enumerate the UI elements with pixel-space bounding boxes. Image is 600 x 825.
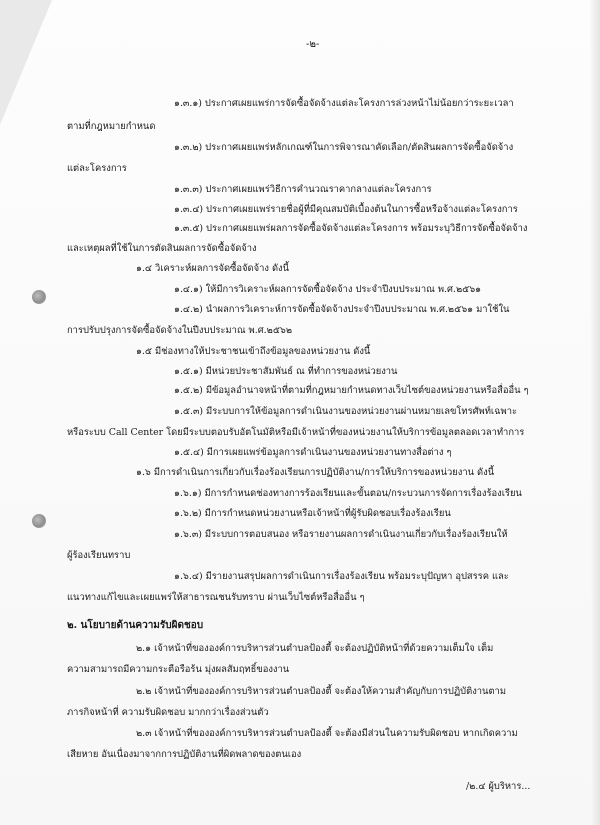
page-number: -๒- — [306, 39, 320, 50]
section-heading: ๑.๕ มีช่องทางให้ประชาชนเข้าถึงข้อมูลของหน่วยงาน ดังนี้ — [136, 346, 371, 357]
section-heading: ๑.๔ วิเคราะห์ผลการจัดซื้อจัดจ้าง ดังนี้ — [136, 263, 290, 274]
text-line: หรือระบบ Call Center โดยมีระบบตอบรับอัตโนมัติหรือมีเจ้าหน้าที่ของหน่วยงานให้บริการข้อมูลตลอดเวลาทำการ — [67, 427, 525, 438]
punch-hole — [32, 290, 46, 304]
text-line: การปรับปรุงการจัดซื้อจัดจ้างในปีงบประมาณ พ.ศ.๒๕๖๒ — [67, 325, 293, 336]
text-line: แต่ละโครงการ — [67, 163, 127, 174]
text-line: ๑.๔.๒) นำผลการวิเคราะห์การจัดซื้อจัดจ้างประจำปีงบประมาณ พ.ศ.๒๕๖๑ มาใช้ใน — [174, 304, 510, 315]
section-heading: ๒. นโยบายด้านความรับผิดชอบ — [67, 620, 204, 631]
text-line: ๑.๕.๔) มีการเผยแพร่ข้อมูลการดำเนินงานของหน่วยงานทางสื่อต่าง ๆ — [174, 447, 452, 458]
text-line: ๑.๖.๔) มีรายงานสรุปผลการดำเนินการเรื่องร้องเรียน พร้อมระบุปัญหา อุปสรรค และ — [174, 571, 509, 582]
text-line: ๑.๕.๒) มีข้อมูลอำนาจหน้าที่ตามที่กฎหมายกำหนดทางเว็บไซต์ของหน่วยงานหรือสื่ออื่น ๆ — [174, 385, 529, 396]
text-line: ๑.๓.๑) ประกาศเผยแพร่การจัดซื้อจัดจ้างแต่ละโครงการล่วงหน้าไม่น้อยกว่าระยะเวลา — [174, 98, 514, 109]
text-line: ๒.๑ เจ้าหน้าที่ขององค์การบริหารส่วนตำบลป้องตี้ จะต้องปฏิบัติหน้าที่ด้วยความเต็มใจ เต็ม — [136, 643, 494, 654]
text-line: ๑.๖.๑) มีการกำหนดช่องทางการร้องเรียนและขั้นตอน/กระบวนการจัดการเรื่องร้องเรียน — [174, 488, 522, 499]
page-edge-shadow — [590, 0, 600, 825]
text-line: ๑.๕.๓) มีระบบการให้ข้อมูลการดำเนินงานของหน่วยงานผ่านหมายเลขโทรศัพท์เฉพาะ — [174, 406, 517, 417]
punch-hole — [32, 514, 46, 528]
text-line: แนวทางแก้ไขและเผยแพร่ให้สาธารณชนรับทราบ ผ่านเว็บไซต์หรือสื่ออื่น ๆ — [67, 592, 365, 603]
section-heading: ๑.๖ มีการดำเนินการเกี่ยวกับเรื่องร้องเรียนการปฏิบัติงาน/การให้บริการของหน่วยงาน ดังนี้ — [136, 467, 495, 478]
text-line: ๑.๔.๑) ให้มีการวิเคราะห์ผลการจัดซื้อจัดจ้าง ประจำปีงบประมาณ พ.ศ.๒๕๖๑ — [174, 284, 482, 295]
text-line: ภารกิจหน้าที่ ความรับผิดชอบ มากกว่าเรื่องส่วนตัว — [67, 707, 269, 718]
text-line: เสียหาย อันเนื่องมาจากการปฏิบัติงานที่ผิดพลาดของตนเอง — [67, 749, 302, 760]
text-line: ๑.๓.๕) ประกาศเผยแพร่ผลการจัดซื้อจัดจ้างแต่ละโครงการ พร้อมระบุวิธีการจัดซื้อจัดจ้าง — [174, 223, 528, 234]
text-line: ๑.๓.๓) ประกาศเผยแพร่วิธีการคำนวณราคากลางแต่ละโครงการ — [174, 184, 432, 195]
text-line: ๑.๓.๒) ประกาศเผยแพร่หลักเกณฑ์ในการพิจารณาคัดเลือก/ตัดสินผลการจัดซื้อจัดจ้าง — [174, 142, 514, 153]
text-line: ๒.๓ เจ้าหน้าที่ขององค์การบริหารส่วนตำบลป้องตี้ จะต้องมีส่วนในความรับผิดชอบ หากเกิดความ — [136, 728, 518, 739]
text-line: ผู้ร้องเรียนทราบ — [67, 550, 131, 561]
text-line: และเหตุผลที่ใช้ในการตัดสินผลการจัดซื้อจัดจ้าง — [67, 243, 257, 254]
folded-corner — [0, 0, 52, 125]
text-line: ความสามารถมีความกระตือรือร้น มุ่งผลสัมฤทธิ์ของงาน — [67, 664, 290, 675]
text-line: ๑.๖.๒) มีการกำหนดหน่วยงานหรือเจ้าหน้าที่ผู้รับผิดชอบเรื่องร้องเรียน — [174, 508, 451, 519]
text-line: ๑.๓.๔) ประกาศเผยแพร่รายชื่อผู้ที่มีคุณสมบัติเบื้องต้นในการซื้อหรือจ้างแต่ละโครงการ — [174, 204, 518, 215]
text-line: ๑.๕.๑) มีหน่วยประชาสัมพันธ์ ณ ที่ทำการของหน่วยงาน — [174, 366, 398, 377]
text-line: ตามที่กฎหมายกำหนด — [67, 121, 156, 132]
text-line: ๑.๖.๓) มีระบบการตอบสนอง หรือรายงานผลการดำเนินงานเกี่ยวกับเรื่องร้องเรียนให้ — [174, 529, 508, 540]
text-line: ๒.๒ เจ้าหน้าที่ขององค์การบริหารส่วนตำบลป้องตี้ จะต้องให้ความสำคัญกับการปฏิบัติงานตาม — [136, 686, 507, 697]
continuation-note: /๒.๔ ผู้บริหาร... — [466, 781, 531, 792]
